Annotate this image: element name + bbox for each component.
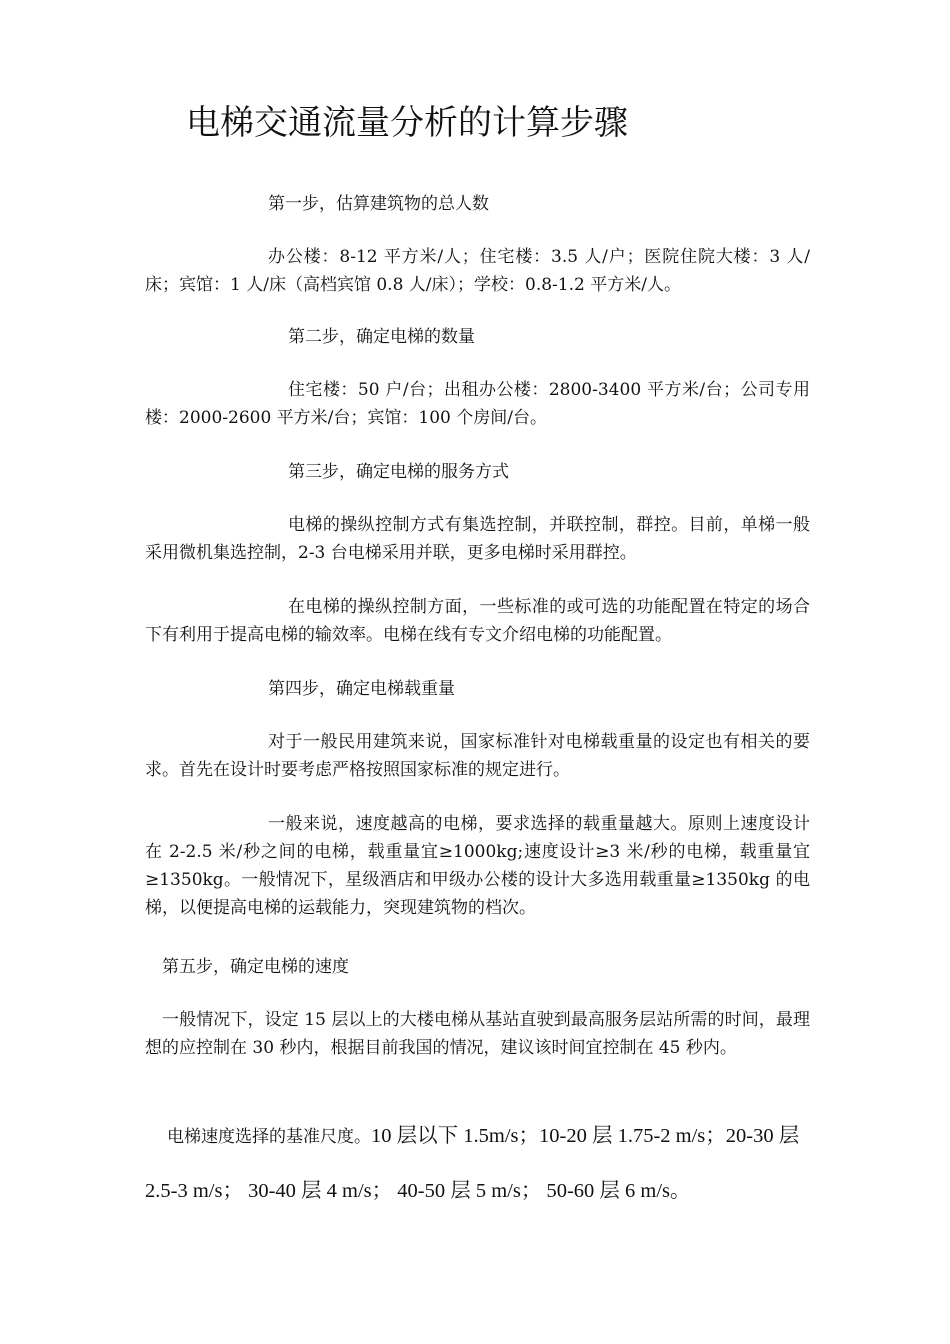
step2-heading: 第二步，确定电梯的数量: [288, 327, 475, 347]
page-title: 电梯交通流量分析的计算步骤: [186, 103, 628, 143]
step4-heading: 第四步，确定电梯载重量: [268, 679, 455, 699]
step4-body-1: 对于一般民用建筑来说，国家标准针对电梯载重量的设定也有相关的要求。首先在设计时要考虑严格按照国家标准的规定进行。: [145, 732, 810, 780]
speed-scale-intro: 电梯速度选择的基准尺度。: [167, 1127, 371, 1147]
step1-body: 办公楼：8-12 平方米/人；住宅楼：3.5 人/户；医院住院大楼：3 人/床；宾馆：1 人/床（高档宾馆 0.8 人/床）；学校：0.8-1.2 平方米/人。: [145, 247, 810, 295]
step3-heading: 第三步，确定电梯的服务方式: [288, 462, 509, 482]
step5-body: 一般情况下，设定 15 层以上的大楼电梯从基站直驶到最高服务层站所需的时间，最理想的应控制在 30 秒内，根据目前我国的情况，建议该时间宜控制在 45 秒内。: [145, 1010, 810, 1058]
step3-body-2: 在电梯的操纵控制方面，一些标准的或可选的功能配置在特定的场合下有利用于提高电梯的输效率。电梯在线有专文介绍电梯的功能配置。: [145, 597, 810, 645]
step2-body: 住宅楼：50 户/台；出租办公楼：2800-3400 平方米/台；公司专用楼：2000-2600 平方米/台；宾馆：100 个房间/台。: [145, 380, 810, 428]
step5-heading: 第五步，确定电梯的速度: [162, 957, 349, 977]
step1-heading: 第一步，估算建筑物的总人数: [268, 194, 489, 214]
step4-body-2: 一般来说，速度越高的电梯，要求选择的载重量越大。原则上速度设计在 2-2.5 米/秒之间的电梯，载重量宜≥1000kg;速度设计≥3 米/秒的电梯，载重量宜≥1350kg。一般情况下，星级酒店和甲级办公楼的设计大多选用载重量≥1350kg 的电梯，以便提高电梯的运载能力，突现建筑物的档次。: [145, 814, 810, 918]
step3-body-1: 电梯的操纵控制方式有集选控制，并联控制，群控。目前，单梯一般采用微机集选控制，2-3 台电梯采用并联，更多电梯时采用群控。: [145, 515, 810, 563]
speed-scale-paragraph: [145, 1109, 817, 1219]
speed-scale-values: 10 层以下 1.5m/s；10-20 层 1.75-2 m/s；20-30 层 2.5-3 m/s； 30-40 层 4 m/s； 40-50 层 5 m/s； 50-60 层 6 m/s。: [145, 1125, 800, 1202]
